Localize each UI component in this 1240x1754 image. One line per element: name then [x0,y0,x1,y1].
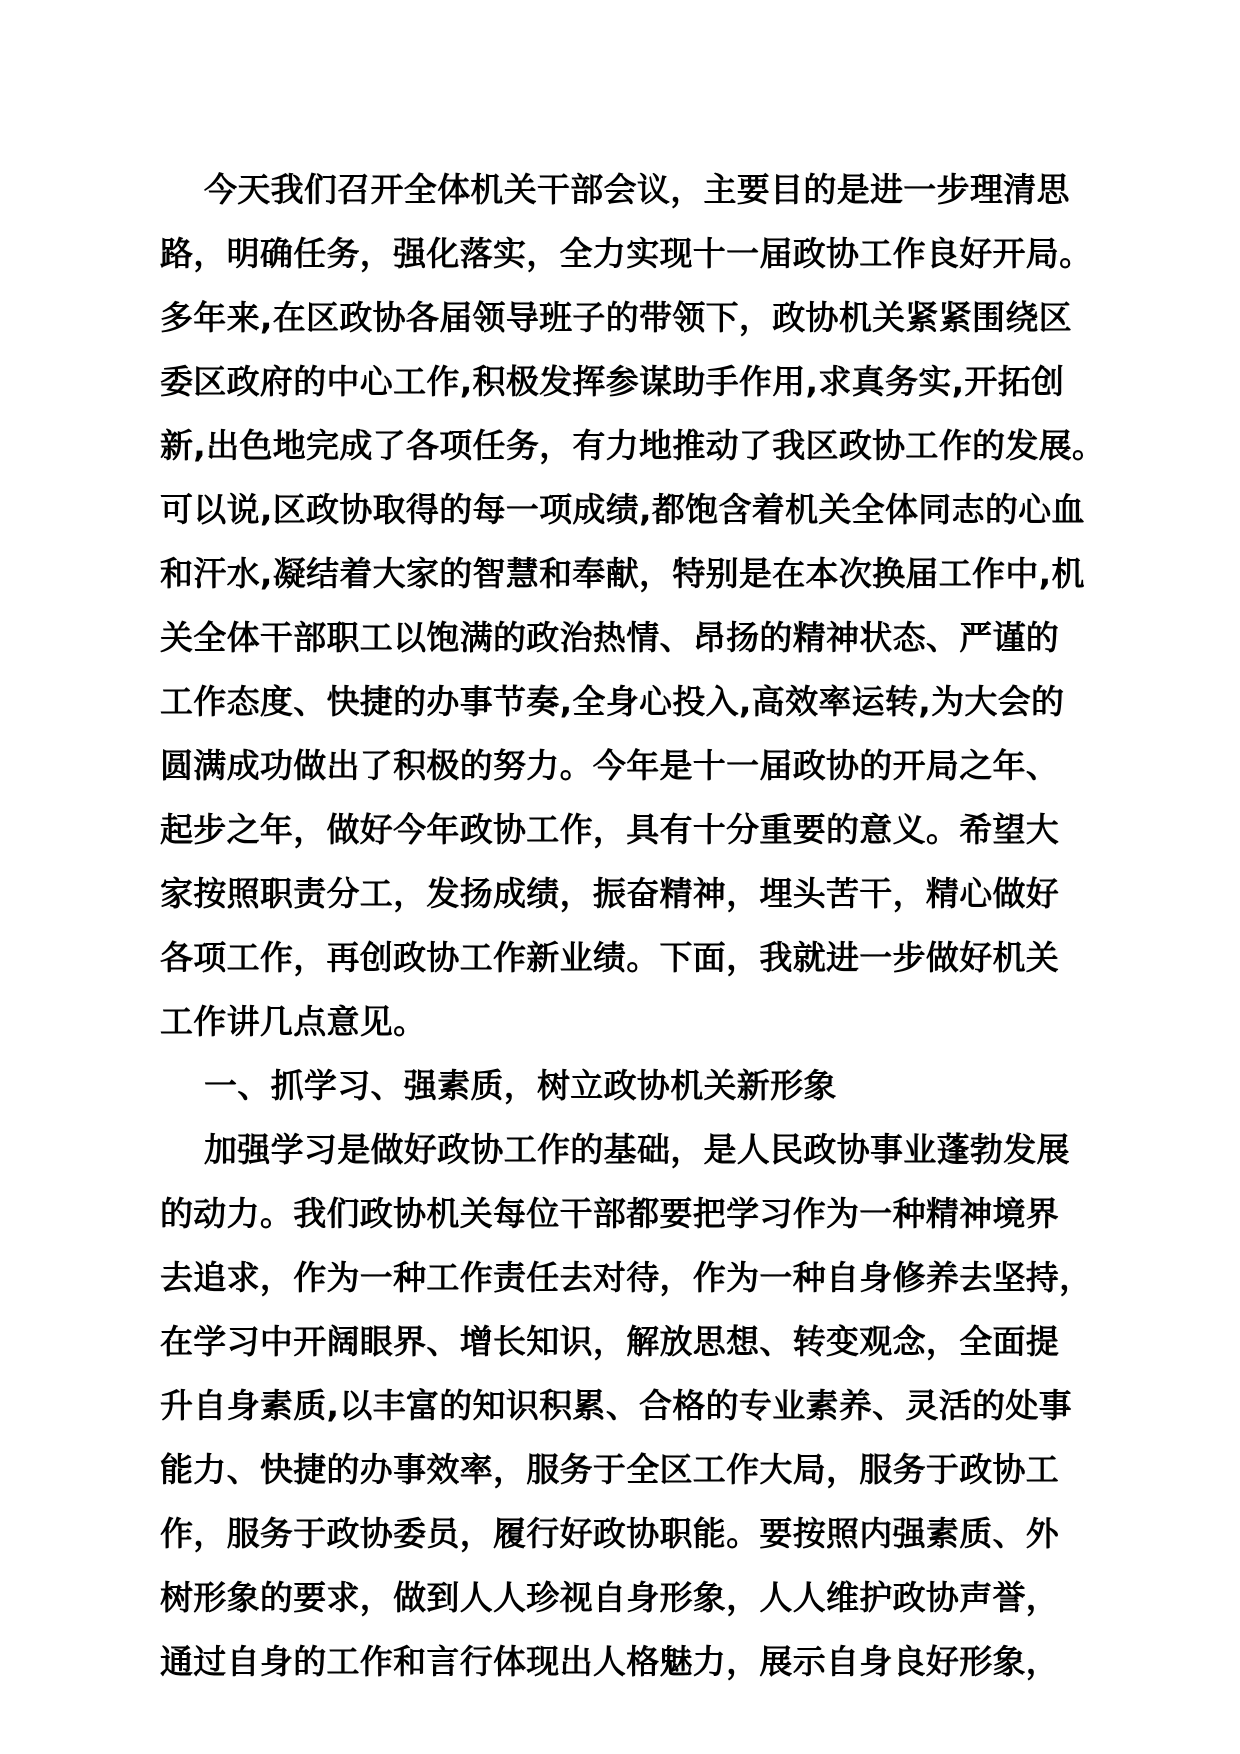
paragraph-2-line-7: 作，服务于政协委员，履行好政协职能。要按照内强素质、外 [160,1514,1060,1553]
paragraph-2-line-1: 加强学习是做好政协工作的基础，是人民政协事业蓬勃发展 [204,1130,1070,1169]
paragraph-2-line-2: 的动力。我们政协机关每位干部都要把学习作为一种精神境界 [160,1194,1060,1233]
paragraph-1-line-7: 和汗水,凝结着大家的智慧和奉献，特别是在本次换届工作中,机 [160,554,1085,593]
paragraph-1-line-9: 工作态度、快捷的办事节奏,全身心投入,高效率运转,为大会的 [160,682,1065,721]
paragraph-2-line-9: 通过自身的工作和言行体现出人格魅力，展示自身良好形象， [160,1642,1060,1681]
paragraph-1-line-11: 起步之年，做好今年政协工作，具有十分重要的意义。希望大 [160,810,1060,849]
paragraph-2-line-5: 升自身素质,以丰富的知识积累、合格的专业素养、灵活的处事 [160,1386,1072,1425]
paragraph-1-line-10: 圆满成功做出了积极的努力。今年是十一届政协的开局之年、 [160,746,1060,785]
paragraph-2-line-6: 能力、快捷的办事效率，服务于全区工作大局，服务于政协工 [160,1450,1060,1489]
paragraph-1-line-5: 新,出色地完成了各项任务，有力地推动了我区政协工作的发展。 [160,426,1106,465]
paragraph-2-line-8: 树形象的要求，做到人人珍视自身形象，人人维护政协声誉， [160,1578,1060,1617]
paragraph-1-line-2: 路，明确任务，强化落实，全力实现十一届政协工作良好开局。 [160,234,1093,273]
paragraph-1-line-12: 家按照职责分工，发扬成绩，振奋精神，埋头苦干，精心做好 [160,874,1060,913]
paragraph-1-line-3: 多年来,在区政协各届领导班子的带领下，政协机关紧紧围绕区 [160,298,1072,337]
paragraph-2-line-4: 在学习中开阔眼界、增长知识，解放思想、转变观念，全面提 [160,1322,1060,1361]
paragraph-1-line-4: 委区政府的中心工作,积极发挥参谋助手作用,求真务实,开拓创 [160,362,1065,401]
paragraph-1-line-8: 关全体干部职工以饱满的政治热情、昂扬的精神状态、严谨的 [160,618,1060,657]
body-text [160,158,1106,1694]
paragraph-1-line-13: 各项工作，再创政协工作新业绩。下面，我就进一步做好机关 [160,938,1060,977]
paragraph-1-line-6: 可以说,区政协取得的每一项成绩,都饱含着机关全体同志的心血 [160,490,1085,529]
paragraph-1-line-1: 今天我们召开全体机关干部会议，主要目的是进一步理清思 [204,170,1070,209]
section-heading: 一、抓学习、强素质，树立政协机关新形象 [204,1066,837,1105]
paragraph-2-line-3: 去追求，作为一种工作责任去对待，作为一种自身修养去坚持， [160,1258,1093,1297]
paragraph-1-line-14: 工作讲几点意见。 [160,1002,427,1041]
